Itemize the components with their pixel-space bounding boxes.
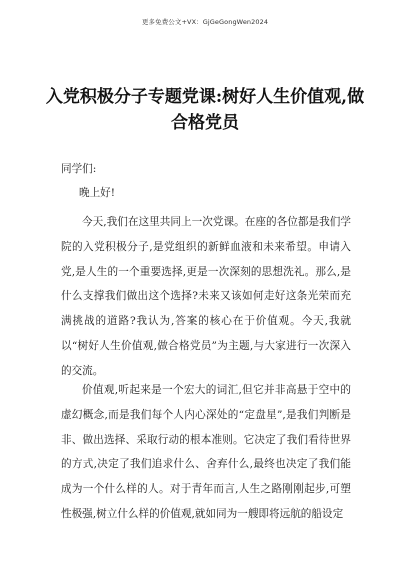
document-title: 入党积极分子专题党课:树好人生价值观,做合格党员 (45, 87, 365, 133)
header-note: 更多免费公文+VX：GjGeGongWen2024 (141, 18, 269, 26)
salutation: 同学们: (61, 163, 97, 175)
greeting: 晚上好! (79, 187, 116, 199)
paragraph: 价值观,听起来是一个宏大的词汇,但它并非高悬于空中的虚幻概念,而是我们每个人内心深处的“定盘星”,是我们判断是非、做出选择、采取行动的根本准则。它决定了我们看待世界的方式,决定了我们追求什么、舍弃什么,最终也决定了我们能成为一个什么样的人。对于青年而言,人生之路刚刚起步,可塑性极强,树立什么样的价值观,就如同为一艘即将远航的船设定 (61, 384, 351, 520)
paragraph: 今天,我们在这里共同上一次党课。在座的各位都是我们学院的入党积极分子,是党组织的新鲜血液和未来希望。申请入党,是人生的一个重要选择,更是一次深刻的思想洗礼。那么,是什么支撑我们做出这个选择?未来又该如何走好这条光荣而充满挑战的道路?我认为,答案的核心在于价值观。今天,我就以“树好人生价值观,做合格党员”为主题,与大家进行一次深入的交流。 (61, 216, 351, 377)
